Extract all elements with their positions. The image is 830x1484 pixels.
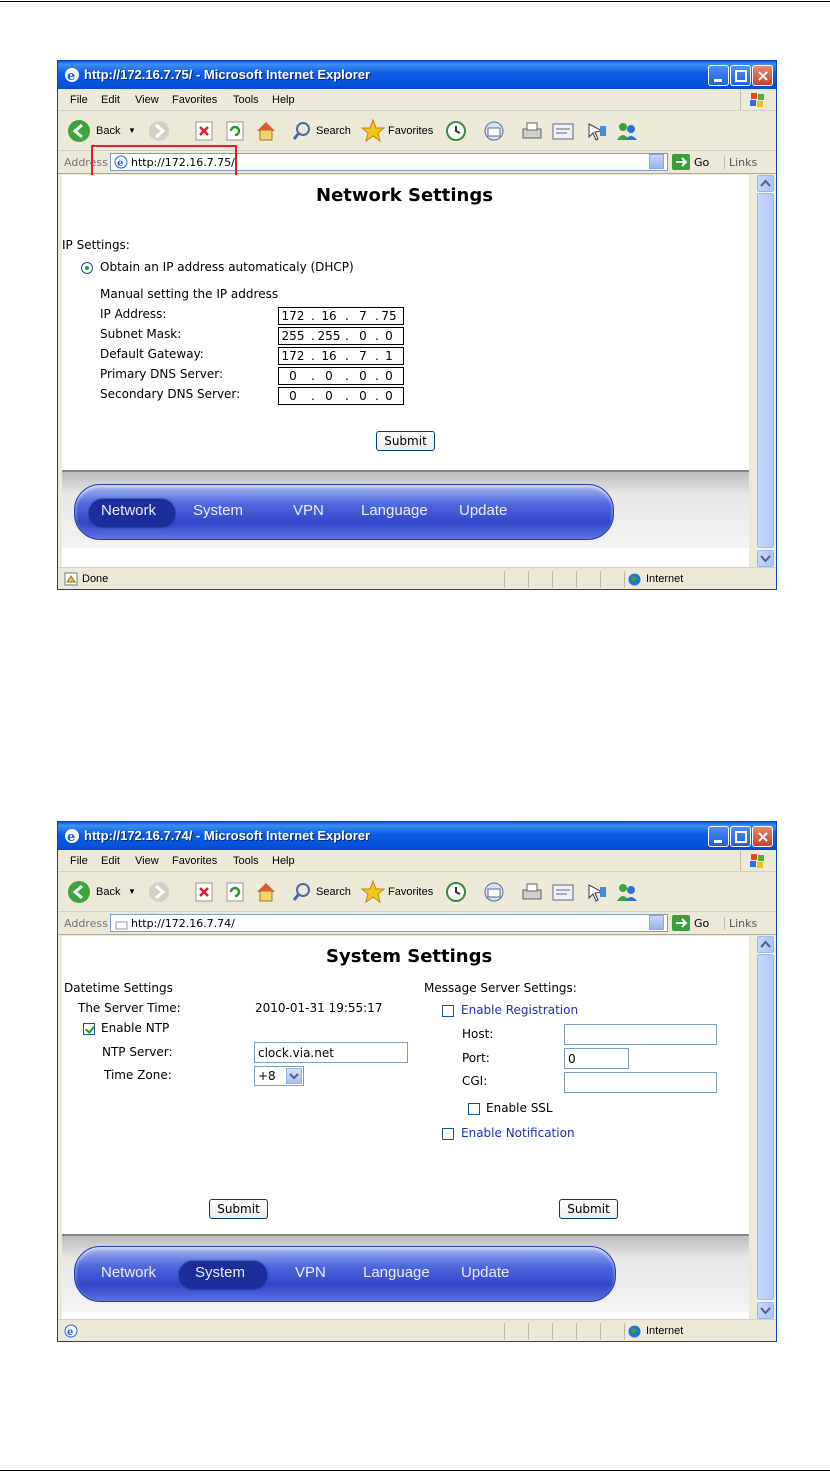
- dot: .: [375, 309, 379, 323]
- octet: 0: [359, 389, 367, 403]
- page-top-rule: [0, 1, 830, 2]
- cgi-label: CGI:: [462, 1074, 488, 1088]
- octet: 1: [385, 349, 393, 363]
- history-icon[interactable]: [444, 879, 468, 905]
- nav-vpn[interactable]: VPN: [295, 1264, 326, 1281]
- octet: 16: [321, 349, 337, 363]
- dot: .: [375, 389, 379, 403]
- default-gateway-field[interactable]: [278, 347, 404, 365]
- dot: .: [345, 389, 349, 403]
- print-icon[interactable]: [520, 879, 544, 905]
- globe-icon: [628, 1325, 641, 1338]
- ntp-server-input[interactable]: clock.via.net: [254, 1042, 408, 1063]
- zone-text: Internet: [646, 573, 684, 585]
- address-url: http://172.16.7.74/: [131, 917, 235, 930]
- print-icon[interactable]: [520, 118, 544, 144]
- nav-update[interactable]: Update: [461, 1264, 510, 1281]
- address-bar: [58, 912, 776, 935]
- octet: 0: [325, 369, 333, 383]
- enable-notification-label: Enable Notification: [461, 1126, 575, 1140]
- ie-icon: [64, 828, 80, 844]
- page-title: System Settings: [326, 946, 493, 967]
- globe-icon: [628, 573, 641, 586]
- enable-registration-checkbox[interactable]: [442, 1005, 454, 1017]
- status-divider: [600, 571, 601, 588]
- page-content-system: [62, 936, 749, 1319]
- nav-menu: [74, 1246, 616, 1302]
- octet: 255: [281, 329, 305, 343]
- back-arrow-icon[interactable]: [66, 118, 92, 144]
- menu-edit[interactable]: Edit: [101, 855, 120, 867]
- menu-help[interactable]: Help: [272, 94, 295, 106]
- minimize-button[interactable]: [708, 65, 729, 86]
- status-divider: [576, 571, 577, 588]
- messenger-icon[interactable]: [614, 879, 640, 905]
- favorites-star-icon[interactable]: [360, 879, 386, 905]
- window-title: http://172.16.7.75/ - Microsoft Internet Explorer: [84, 67, 371, 82]
- status-divider: [504, 571, 505, 588]
- address-dropdown-icon[interactable]: [649, 915, 664, 930]
- search-icon[interactable]: [290, 118, 314, 144]
- status-divider: [552, 1323, 553, 1340]
- octet: 0: [359, 369, 367, 383]
- nav-network[interactable]: Network: [101, 1264, 157, 1281]
- message-submit-button[interactable]: Submit: [559, 1199, 618, 1219]
- close-button[interactable]: [752, 826, 773, 847]
- menu-tools[interactable]: Tools: [233, 855, 259, 867]
- subnet-mask-label: Subnet Mask:: [100, 327, 182, 341]
- menu-bar: [58, 850, 776, 872]
- primary-dns-field[interactable]: [278, 367, 404, 385]
- ip-settings-label: IP Settings:: [62, 238, 130, 252]
- maximize-button[interactable]: [730, 826, 751, 847]
- edit-icon[interactable]: [550, 879, 576, 905]
- address-label: Address: [64, 156, 108, 169]
- octet: 0: [359, 329, 367, 343]
- secondary-dns-label: Secondary DNS Server:: [100, 387, 241, 401]
- zone-text: Internet: [646, 1325, 684, 1337]
- nav-menu: [74, 484, 614, 540]
- title-bar[interactable]: [58, 822, 776, 850]
- back-dropdown-icon[interactable]: ▼: [128, 126, 136, 135]
- octet: 172: [281, 309, 305, 323]
- ip-address-field[interactable]: [278, 307, 404, 325]
- svg-text:e: e: [67, 1327, 74, 1338]
- nav-system[interactable]: System: [195, 1264, 246, 1281]
- toolbar: [58, 872, 776, 912]
- forward-arrow-icon[interactable]: [146, 879, 172, 905]
- search-icon[interactable]: [290, 879, 314, 905]
- search-label[interactable]: Search: [316, 886, 351, 898]
- dhcp-radio[interactable]: [81, 262, 93, 274]
- enable-ntp-label: Enable NTP: [101, 1021, 170, 1035]
- octet: 16: [321, 309, 337, 323]
- nav-band: [62, 1234, 749, 1312]
- port-input[interactable]: 0: [564, 1048, 629, 1069]
- ie-icon: [64, 67, 80, 83]
- menu-view[interactable]: View: [135, 855, 159, 867]
- octet: 0: [385, 329, 393, 343]
- status-bar: [58, 1319, 776, 1342]
- menu-view[interactable]: View: [135, 94, 159, 106]
- go-arrow-icon[interactable]: [672, 154, 690, 170]
- menu-tools[interactable]: Tools: [233, 94, 259, 106]
- dot: .: [311, 389, 315, 403]
- address-url: http://172.16.7.75/: [131, 156, 235, 169]
- enable-ssl-label: Enable SSL: [486, 1101, 553, 1115]
- octet: 75: [381, 309, 397, 323]
- dot: .: [375, 329, 379, 343]
- manual-ip-label: Manual setting the IP address: [100, 287, 279, 301]
- page-title: Network Settings: [316, 185, 493, 206]
- blank-page-icon: [114, 917, 128, 931]
- stop-icon[interactable]: [193, 879, 215, 905]
- title-bar[interactable]: [58, 61, 776, 89]
- nav-language[interactable]: Language: [361, 502, 428, 519]
- dot: .: [345, 369, 349, 383]
- page-bottom-rule: [0, 1470, 830, 1471]
- nav-band: [62, 470, 749, 548]
- submit-button[interactable]: Submit: [376, 431, 435, 451]
- nav-vpn[interactable]: VPN: [293, 502, 324, 519]
- dot: .: [345, 329, 349, 343]
- menu-help[interactable]: Help: [272, 855, 295, 867]
- time-zone-select[interactable]: [254, 1066, 304, 1086]
- browser-window-network: [57, 60, 777, 590]
- windows-logo-icon: [740, 90, 768, 110]
- svg-text:e: e: [67, 69, 76, 83]
- scroll-down-arrow-icon[interactable]: [757, 550, 774, 567]
- page-done-icon: [64, 572, 78, 586]
- server-time-label: The Server Time:: [78, 1001, 181, 1015]
- octet: 0: [289, 389, 297, 403]
- scroll-thumb[interactable]: [757, 193, 774, 548]
- subnet-mask-field[interactable]: [278, 327, 404, 345]
- forward-arrow-icon[interactable]: [146, 118, 172, 144]
- favorites-star-icon[interactable]: [360, 118, 386, 144]
- discuss-icon[interactable]: [584, 118, 608, 144]
- refresh-icon[interactable]: [224, 879, 246, 905]
- menu-favorites[interactable]: Favorites: [172, 855, 218, 867]
- status-divider: [552, 571, 553, 588]
- datetime-settings-label: Datetime Settings: [64, 981, 173, 995]
- back-arrow-icon[interactable]: [66, 879, 92, 905]
- page-content-network: [62, 175, 749, 567]
- default-gateway-label: Default Gateway:: [100, 347, 204, 361]
- links-button[interactable]: Links: [724, 156, 757, 169]
- vertical-scrollbar[interactable]: [757, 936, 774, 1319]
- dot: .: [311, 329, 315, 343]
- browser-window-system: [57, 821, 777, 1342]
- status-bar: [58, 567, 776, 590]
- octet: 0: [385, 369, 393, 383]
- primary-dns-label: Primary DNS Server:: [100, 367, 224, 381]
- links-button[interactable]: Links: [724, 917, 757, 930]
- enable-ssl-checkbox[interactable]: [468, 1103, 480, 1115]
- refresh-icon[interactable]: [224, 118, 246, 144]
- stop-icon[interactable]: [193, 118, 215, 144]
- home-icon[interactable]: [254, 879, 278, 905]
- status-divider: [600, 1323, 601, 1340]
- time-zone-label: Time Zone:: [104, 1068, 172, 1082]
- octet: 0: [385, 389, 393, 403]
- server-time-value: 2010-01-31 19:55:17: [255, 1001, 383, 1015]
- secondary-dns-field[interactable]: [278, 387, 404, 405]
- status-divider: [624, 571, 625, 588]
- history-icon[interactable]: [444, 118, 468, 144]
- back-label[interactable]: Back: [96, 125, 121, 137]
- enable-registration-label: Enable Registration: [461, 1003, 579, 1017]
- minimize-button[interactable]: [708, 826, 729, 847]
- dot: .: [375, 349, 379, 363]
- dot: .: [311, 309, 315, 323]
- discuss-icon[interactable]: [584, 879, 608, 905]
- go-arrow-icon[interactable]: [672, 915, 690, 931]
- chevron-down-icon[interactable]: [286, 1068, 302, 1084]
- enable-ntp-checkbox[interactable]: [83, 1023, 95, 1035]
- status-divider: [576, 1323, 577, 1340]
- ntp-server-label: NTP Server:: [102, 1045, 173, 1059]
- vertical-scrollbar[interactable]: [757, 175, 774, 567]
- search-label[interactable]: Search: [316, 125, 351, 137]
- favorites-label[interactable]: Favorites: [388, 886, 434, 898]
- menu-edit[interactable]: Edit: [101, 94, 120, 106]
- time-zone-value: +8: [258, 1069, 276, 1083]
- nav-language[interactable]: Language: [363, 1264, 430, 1281]
- menu-favorites[interactable]: Favorites: [172, 94, 218, 106]
- nav-system[interactable]: System: [193, 502, 244, 519]
- windows-logo-icon: [740, 851, 768, 871]
- back-label[interactable]: Back: [96, 886, 121, 898]
- menu-bar: [58, 89, 776, 111]
- address-label: Address: [64, 917, 108, 930]
- port-label: Port:: [462, 1051, 490, 1065]
- octet: 7: [359, 309, 367, 323]
- status-text: Done: [82, 573, 109, 585]
- go-button[interactable]: Go: [694, 156, 710, 169]
- scroll-up-arrow-icon[interactable]: [757, 175, 774, 192]
- address-input[interactable]: [110, 914, 668, 932]
- status-divider: [624, 1323, 625, 1340]
- favorites-label[interactable]: Favorites: [388, 125, 434, 137]
- mail-icon[interactable]: [482, 118, 508, 144]
- status-divider: [528, 1323, 529, 1340]
- octet: 172: [281, 349, 305, 363]
- close-button[interactable]: [752, 65, 773, 86]
- window-title: http://172.16.7.74/ - Microsoft Internet Explorer: [84, 828, 371, 843]
- octet: 7: [359, 349, 367, 363]
- enable-notification-checkbox[interactable]: [442, 1128, 454, 1140]
- dot: .: [345, 349, 349, 363]
- ie-status-icon: [64, 1324, 78, 1338]
- octet: 255: [317, 329, 341, 343]
- mail-icon[interactable]: [482, 879, 508, 905]
- host-input[interactable]: [564, 1024, 717, 1045]
- status-divider: [528, 571, 529, 588]
- svg-text:e: e: [117, 158, 124, 169]
- scroll-up-arrow-icon[interactable]: [757, 936, 774, 953]
- menu-file[interactable]: File: [70, 94, 88, 106]
- datetime-submit-button[interactable]: Submit: [209, 1199, 268, 1219]
- address-dropdown-icon[interactable]: [649, 154, 664, 169]
- octet: 0: [289, 369, 297, 383]
- host-label: Host:: [462, 1027, 494, 1041]
- home-icon[interactable]: [254, 118, 278, 144]
- nav-update[interactable]: Update: [459, 502, 508, 519]
- dhcp-label: Obtain an IP address automaticaly (DHCP): [100, 260, 354, 274]
- maximize-button[interactable]: [730, 65, 751, 86]
- dot: .: [311, 369, 315, 383]
- ip-address-label: IP Address:: [100, 307, 167, 321]
- dot: .: [375, 369, 379, 383]
- cgi-input[interactable]: [564, 1072, 717, 1093]
- status-divider: [504, 1323, 505, 1340]
- scroll-thumb[interactable]: [757, 954, 774, 1300]
- dot: .: [345, 309, 349, 323]
- dot: .: [311, 349, 315, 363]
- octet: 0: [325, 389, 333, 403]
- message-server-label: Message Server Settings:: [424, 981, 577, 995]
- go-button[interactable]: Go: [694, 917, 710, 930]
- menu-file[interactable]: File: [70, 855, 88, 867]
- nav-network[interactable]: Network: [101, 502, 157, 519]
- messenger-icon[interactable]: [614, 118, 640, 144]
- back-dropdown-icon[interactable]: ▼: [128, 887, 136, 896]
- svg-text:e: e: [67, 830, 76, 844]
- scroll-down-arrow-icon[interactable]: [757, 1302, 774, 1319]
- edit-icon[interactable]: [550, 118, 576, 144]
